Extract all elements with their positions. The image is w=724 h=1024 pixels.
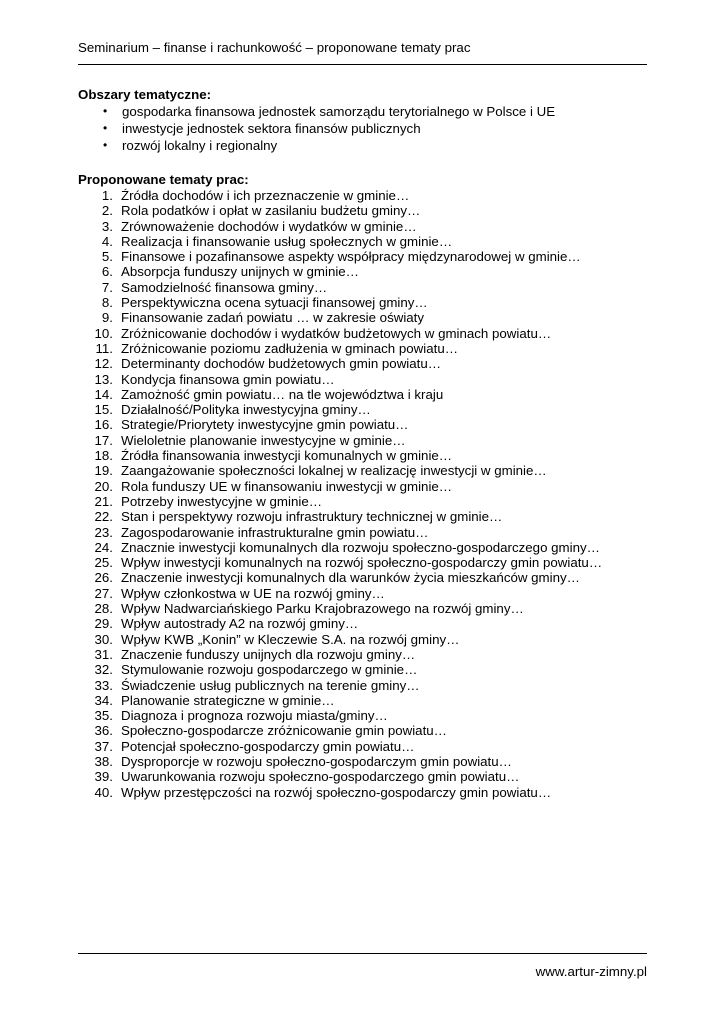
areas-list-item <box>78 103 658 120</box>
topic-list-item <box>78 540 658 555</box>
topic-list-item <box>78 647 658 662</box>
topic-list-item <box>78 739 658 754</box>
topic-list-item <box>78 295 658 310</box>
topic-number: 31. <box>94 646 113 662</box>
topic-number: 24. <box>94 539 113 555</box>
topic-list-item <box>78 203 658 218</box>
topic-number: 2. <box>101 203 113 219</box>
topic-list-item <box>78 601 658 616</box>
topic-text: Potencjał społeczno-gospodarczy gmin powiatu… <box>121 738 415 754</box>
topic-number: 21. <box>94 493 113 509</box>
topic-text: Zrównoważenie dochodów i wydatków w gminie… <box>121 218 417 234</box>
topic-text: Strategie/Priorytety inwestycyjne gmin powiatu… <box>121 417 409 433</box>
topic-number: 38. <box>94 753 113 769</box>
topic-text: Znaczenie inwestycji komunalnych dla warunków życia mieszkańców gminy… <box>121 570 580 586</box>
topic-list-item <box>78 785 658 800</box>
topic-text: Źródła finansowania inwestycji komunalnych w gminie… <box>121 448 453 464</box>
topic-number: 28. <box>94 601 113 617</box>
topic-list-item <box>78 463 658 478</box>
topic-number: 40. <box>94 784 113 800</box>
topic-number: 19. <box>94 463 113 479</box>
topic-list-item <box>78 433 658 448</box>
topic-number: 29. <box>94 616 113 632</box>
topic-number: 10. <box>94 325 113 341</box>
topic-number: 1. <box>101 188 113 203</box>
topic-number: 6. <box>101 264 113 280</box>
topic-text: Zamożność gmin powiatu… na tle województwa i kraju <box>121 386 444 402</box>
topic-text: Źródła dochodów i ich przeznaczenie w gminie… <box>121 188 410 203</box>
topic-list-item <box>78 417 658 432</box>
topic-number: 20. <box>94 478 113 494</box>
topic-list-item <box>78 723 658 738</box>
topic-text: Realizacja i finansowanie usług społecznych w gminie… <box>121 233 453 249</box>
document-body <box>78 86 658 800</box>
topic-text: Rola funduszy UE w finansowaniu inwestycji w gminie… <box>121 478 453 494</box>
topic-list-item <box>78 188 658 203</box>
topic-text: Dysproporcje w rozwoju społeczno-gospodarczym gmin powiatu… <box>121 753 512 769</box>
topic-number: 39. <box>94 769 113 785</box>
topic-text: Wpływ KWB „Konin” w Kleczewie S.A. na rozwój gminy… <box>121 631 460 647</box>
topic-text: Absorpcja funduszy unijnych w gminie… <box>121 264 359 280</box>
topic-number: 14. <box>94 386 113 402</box>
topic-text: Wpływ autostrady A2 na rozwój gminy… <box>121 616 359 632</box>
topic-text: Potrzeby inwestycyjne w gminie… <box>121 493 323 509</box>
topic-text: Diagnoza i prognoza rozwoju miasta/gminy… <box>121 708 388 724</box>
topic-list-item <box>78 754 658 769</box>
topic-text: Zróżnicowanie poziomu zadłużenia w gminach powiatu… <box>121 340 459 356</box>
topic-list-item <box>78 678 658 693</box>
topic-text: Perspektywiczna ocena sytuacji finansowej gminy… <box>121 295 428 311</box>
topic-text: Wpływ Nadwarciańskiego Parku Krajobrazowego na rozwój gminy… <box>121 601 524 617</box>
topics-list <box>78 188 658 800</box>
topic-list-item <box>78 372 658 387</box>
areas-item-text: inwestycje jednostek sektora finansów publicznych <box>122 121 421 136</box>
topics-heading: Proponowane tematy prac: <box>78 172 249 187</box>
section-spacer <box>78 154 658 171</box>
topic-list-item <box>78 769 658 784</box>
topic-text: Wieloletnie planowanie inwestycyjne w gminie… <box>121 432 406 448</box>
topic-text: Wpływ przestępczości na rozwój społeczno-gospodarczy gmin powiatu… <box>121 784 552 800</box>
topic-number: 32. <box>94 662 113 678</box>
topic-list-item <box>78 310 658 325</box>
topic-number: 36. <box>94 723 113 739</box>
topic-text: Finansowanie zadań powiatu … w zakresie oświaty <box>121 310 425 326</box>
topic-list-item <box>78 264 658 279</box>
topic-number: 27. <box>94 585 113 601</box>
topic-list-item <box>78 387 658 402</box>
topic-number: 35. <box>94 708 113 724</box>
topic-number: 30. <box>94 631 113 647</box>
bullet-icon: • <box>103 121 108 135</box>
topic-number: 18. <box>94 448 113 464</box>
topic-list-item <box>78 234 658 249</box>
topic-number: 23. <box>94 524 113 540</box>
topic-text: Finansowe i pozafinansowe aspekty współpracy międzynarodowej w gminie… <box>121 249 581 265</box>
footer-url: www.artur-zimny.pl <box>535 964 647 979</box>
topic-list-item <box>78 479 658 494</box>
topic-text: Wpływ członkostwa w UE na rozwój gminy… <box>121 585 385 601</box>
topic-text: Znaczenie funduszy unijnych dla rozwoju gminy… <box>121 646 416 662</box>
topic-list-item <box>78 570 658 585</box>
areas-list <box>78 103 658 154</box>
areas-item-text: gospodarka finansowa jednostek samorządu terytorialnego w Polsce i UE <box>122 104 556 119</box>
topic-list-item <box>78 280 658 295</box>
topic-text: Zagospodarowanie infrastrukturalne gmin powiatu… <box>121 524 429 540</box>
topic-list-item <box>78 494 658 509</box>
topic-list-item <box>78 326 658 341</box>
page-header-title: Seminarium – finanse i rachunkowość – proponowane tematy prac <box>78 40 471 55</box>
topic-text: Wpływ inwestycji komunalnych na rozwój społeczno-gospodarczy gmin powiatu… <box>121 555 603 571</box>
topic-list-item <box>78 632 658 647</box>
topic-list-item <box>78 448 658 463</box>
topic-list-item <box>78 616 658 631</box>
areas-list-item <box>78 137 658 154</box>
topic-number: 13. <box>94 371 113 387</box>
areas-item-text: rozwój lokalny i regionalny <box>122 138 278 153</box>
areas-heading: Obszary tematyczne: <box>78 87 212 102</box>
topic-number: 22. <box>94 509 113 525</box>
topic-list-item <box>78 555 658 570</box>
topic-number: 5. <box>101 249 113 265</box>
topic-list-item <box>78 693 658 708</box>
topic-list-item <box>78 219 658 234</box>
header-divider <box>78 64 647 65</box>
topic-number: 33. <box>94 677 113 693</box>
topic-list-item <box>78 249 658 264</box>
topic-number: 9. <box>101 310 113 326</box>
topic-list-item <box>78 662 658 677</box>
topic-number: 25. <box>94 555 113 571</box>
topic-text: Rola podatków i opłat w zasilaniu budżetu gminy… <box>121 203 421 219</box>
topic-text: Stymulowanie rozwoju gospodarczego w gminie… <box>121 662 418 678</box>
topic-list-item <box>78 509 658 524</box>
topic-number: 8. <box>101 295 113 311</box>
topic-text: Uwarunkowania rozwoju społeczno-gospodarczego gmin powiatu… <box>121 769 520 785</box>
topic-text: Kondycja finansowa gmin powiatu… <box>121 371 335 387</box>
topic-list-item <box>78 402 658 417</box>
topic-text: Zróżnicowanie dochodów i wydatków budżetowych w gminach powiatu… <box>121 325 552 341</box>
topic-number: 26. <box>94 570 113 586</box>
bullet-icon: • <box>103 138 108 152</box>
topic-number: 11. <box>95 340 113 356</box>
topic-text: Świadczenie usług publicznych na terenie gminy… <box>121 677 420 693</box>
topic-list-item <box>78 341 658 356</box>
topic-number: 37. <box>94 738 113 754</box>
topic-number: 34. <box>94 692 113 708</box>
topic-list-item <box>78 525 658 540</box>
topic-number: 7. <box>101 279 113 295</box>
topic-number: 16. <box>94 417 113 433</box>
topic-number: 15. <box>94 402 113 418</box>
topic-list-item <box>78 708 658 723</box>
areas-list-item <box>78 120 658 137</box>
topic-text: Działalność/Polityka inwestycyjna gminy… <box>121 402 371 418</box>
topic-text: Determinanty dochodów budżetowych gmin powiatu… <box>121 356 442 372</box>
topic-number: 17. <box>94 432 113 448</box>
topic-text: Znacznie inwestycji komunalnych dla rozwoju społeczno-gospodarczego gminy… <box>121 539 600 555</box>
footer-divider <box>78 953 647 954</box>
bullet-icon: • <box>103 104 108 118</box>
topic-text: Planowanie strategiczne w gminie… <box>121 692 335 708</box>
topic-number: 12. <box>94 356 113 372</box>
topic-text: Społeczno-gospodarcze zróżnicowanie gmin powiatu… <box>121 723 447 739</box>
topic-text: Samodzielność finansowa gminy… <box>121 279 328 295</box>
topic-text: Stan i perspektywy rozwoju infrastruktury technicznej w gminie… <box>121 509 503 525</box>
topic-text: Zaangażowanie społeczności lokalnej w realizację inwestycji w gminie… <box>121 463 547 479</box>
topic-list-item <box>78 586 658 601</box>
topic-number: 4. <box>101 233 113 249</box>
topic-number: 3. <box>101 218 113 234</box>
topic-list-item <box>78 356 658 371</box>
